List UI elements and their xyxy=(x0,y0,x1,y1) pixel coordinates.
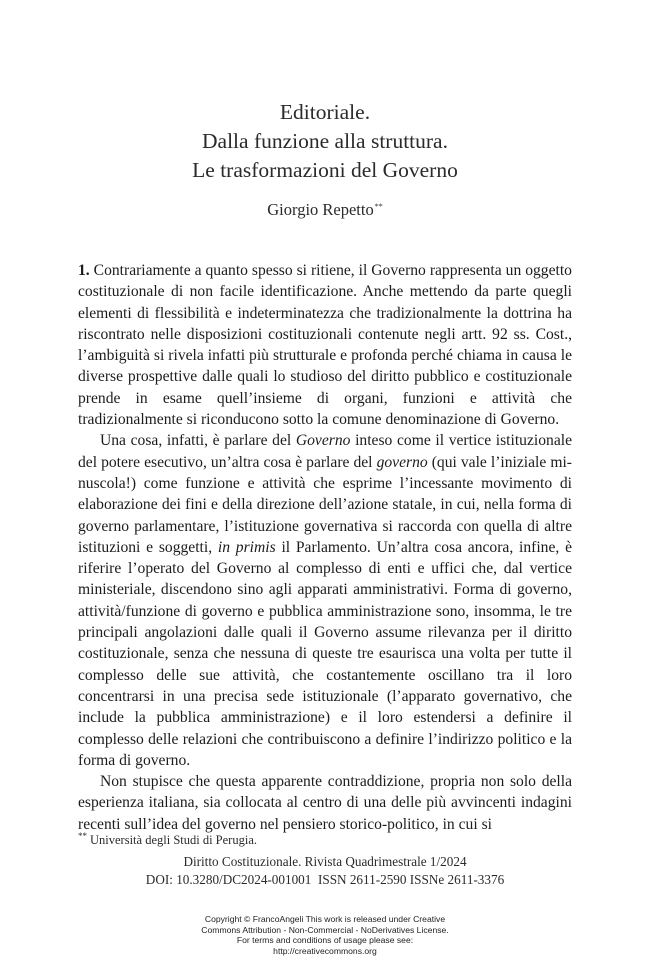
author-line xyxy=(0,200,650,220)
paragraph-2-text-c: (qui vale l’iniziale minuscola!) come funzione e attività che esprime l’incessante movimento di elaborazione dei fini e della direzione dell’azione statale, in cui, nella forma di governo parlamentare, l’istituzione governativa si raccorda con quella di altre istituzioni e soggetti, xyxy=(78,453,572,556)
copyright-link[interactable]: http://creativecommons.org xyxy=(273,945,377,956)
paragraph-2 xyxy=(78,430,572,771)
copyright-line-1: Copyright © FrancoAngeli This work is released under Creative xyxy=(204,914,446,924)
paragraph-3 xyxy=(78,771,572,835)
title-line-2: Dalla funzione alla struttura. xyxy=(202,129,448,153)
article-body xyxy=(78,260,572,835)
journal-title-line: Diritto Costituzionale. Rivista Quadrimestrale 1/2024 xyxy=(183,854,467,869)
author-footnote-mark: ** xyxy=(374,201,383,211)
article-title xyxy=(0,98,650,185)
paragraph-2-text-d: il Parlamento. Un’altra cosa ancora, infine, è riferire l’operato del Governo al complesso di enti e uffici che, dal vertice ministeriale, discendono sino agli apparati amministrativi. Forma di governo, attività/funzione di governo e pubblica amministrazione sono, insomma, le tre principali angolazioni dalle quali il Governo assume rilevanza per il diritto costituzionale, senza che nessuna di queste tre esaurisca una volta per tutte il complesso delle sue attività, che costantemente oscillano tra il loro concentrarsi in una precisa sede istituzionale (l’apparato governativo, che include la pubblica amministrazione) e il loro estendersi a definire il complesso delle relazioni che contribuiscono a definire l’indirizzo politico e la forma di governo. xyxy=(78,538,572,769)
section-number: 1. xyxy=(78,262,90,279)
paragraph-1 xyxy=(78,260,572,430)
term-governo-capital: Governo xyxy=(295,432,351,450)
copyright-notice xyxy=(0,914,650,956)
paragraph-3-text: Non stupisce che questa apparente contraddizione, propria non solo della esperienza italiana, sia collocata al centro di una delle più avvincenti indagini recenti sull’idea del governo nel pensiero storico-politico, in cui si xyxy=(78,773,572,833)
footnote-text: Università degli Studi di Perugia. xyxy=(90,833,257,848)
journal-info xyxy=(0,853,650,889)
footnote xyxy=(78,831,257,848)
title-line-3: Le trasformazioni del Governo xyxy=(192,158,458,182)
author-name: Giorgio Repetto xyxy=(267,200,374,219)
title-line-1: Editoriale. xyxy=(279,100,371,124)
journal-doi-line: DOI: 10.3280/DC2024-001001 ISSN 2611-2590 ISSNe 2611-3376 xyxy=(145,872,505,887)
term-in-primis: in primis xyxy=(217,538,276,556)
copyright-line-2: Commons Attribution - Non-Commercial - NoDerivatives License. xyxy=(201,924,449,935)
footnote-mark: ** xyxy=(78,831,87,841)
paragraph-2-text-b: inteso come il vertice istituzionale del potere esecutivo, un’altra cosa è parlare del xyxy=(78,432,572,471)
term-governo-lowercase: governo xyxy=(376,453,428,471)
paragraph-2-text-a: Una cosa, infatti, è parlare del xyxy=(100,432,296,450)
copyright-line-3: For terms and conditions of usage please see: xyxy=(236,935,414,946)
paragraph-1-text: Contrariamente a quanto spesso si ritiene, il Governo rappresenta un oggetto costituzionale di non facile identificazione. Anche mettendo da parte quegli elementi di flessibilità e indeterminatezza che tradizionalmente la dottrina ha riscontrato nelle disposizioni costituzionali contenute negli artt. 92 ss. Cost., l’ambiguità si rivela infatti più strutturale e profonda perché chiama in causa le diverse prospettive dalle quali lo studioso del diritto pubblico e costituzionale prende in esame quell’insieme di organi, funzioni e attività che tradizionalmente si riconducono sotto la comune denominazione di Governo. xyxy=(78,262,572,429)
